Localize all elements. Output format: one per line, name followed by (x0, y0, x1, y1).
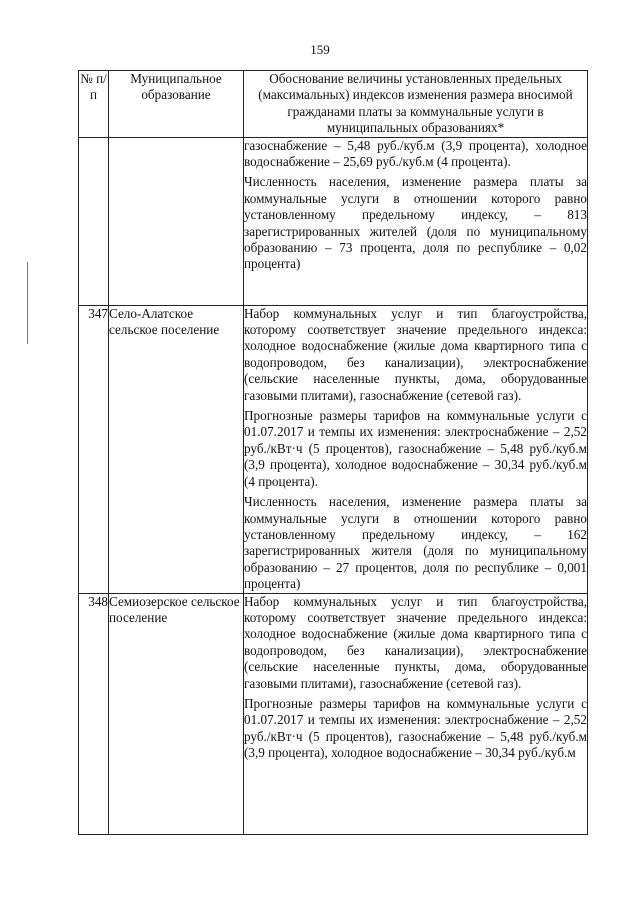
header-municipality: Муниципальное образование (109, 71, 244, 138)
continuation-municipality-cell (109, 137, 244, 305)
margin-mark (27, 262, 28, 344)
table-header-row (79, 71, 588, 138)
row-number: 348 (79, 593, 109, 834)
justification-paragraph: Набор коммунальных услуг и тип благоустройства, которому соответствует значение предельного индекса: холодное водоснабжение (жилые дома квартирного типа с водопроводом, без канализации), электроснабжение (сельские населенные пункты, дома, оборудованные газовыми плитами), газоснабжение (сетевой газ). (244, 593, 587, 691)
municipality-name: Семиозерское сельское поселение (109, 593, 244, 834)
municipal-index-table (78, 70, 588, 835)
justification-paragraph: Набор коммунальных услуг и тип благоустройства, которому соответствует значение предельного индекса: холодное водоснабжение (жилые дома квартирного типа с водопроводом, без канализации), электроснабжение (сельские населенные пункты, дома, оборудованные газовыми плитами), газоснабжение (сетевой газ). (244, 305, 587, 403)
header-justification: Обоснование величины установленных предельных (максимальных) индексов изменения размера вносимой гражданами платы за коммунальные услуги в муниципальных образованиях* (244, 71, 588, 138)
municipality-name: Село-Алатское сельское поселение (109, 305, 244, 593)
table-row (79, 593, 588, 834)
justification-paragraph: Численность населения, изменение размера платы за коммунальные услуги в отношении которого равно установленному предельному индексу, – 162 зарегистрированных жителя (доля по муниципальному образованию – 27 процентов, доля по республике – 0,001 процента) (244, 494, 587, 592)
justification-paragraph: Прогнозные размеры тарифов на коммунальные услуги с 01.07.2017 и темпы их изменения: электроснабжение – 2,52 руб./кВт·ч (5 процентов), газоснабжение – 5,48 руб./куб.м (3,9 процента), холодное водоснабжение – 30,34 руб./куб.м (4 процента). (244, 408, 587, 489)
table-row-continuation (79, 137, 588, 305)
header-num: № п/п (79, 71, 109, 138)
row-number: 347 (79, 305, 109, 593)
justification-paragraph: Прогнозные размеры тарифов на коммунальные услуги с 01.07.2017 и темпы их изменения: электроснабжение – 2,52 руб./кВт·ч (5 процентов), газоснабжение – 5,48 руб./куб.м (3,9 процента), холодное водоснабжение – 30,34 руб./куб.м (244, 695, 587, 761)
justification-cell (244, 305, 588, 593)
continuation-paragraph: газоснабжение – 5,48 руб./куб.м (3,9 процента), холодное водоснабжение – 25,69 руб./куб.м (4 процента). (244, 137, 587, 170)
continuation-paragraph: Численность населения, изменение размера платы за коммунальные услуги в отношении которого равно установленному предельному индексу, – 813 зарегистрированных жителей (доля по муниципальному образованию – 73 процента, доля по республике – 0,02 процента) (244, 174, 587, 272)
continuation-text-cell (244, 137, 588, 305)
page-number: 159 (310, 42, 330, 57)
continuation-num-cell (79, 137, 109, 305)
justification-cell (244, 593, 588, 834)
table-row (79, 305, 588, 593)
